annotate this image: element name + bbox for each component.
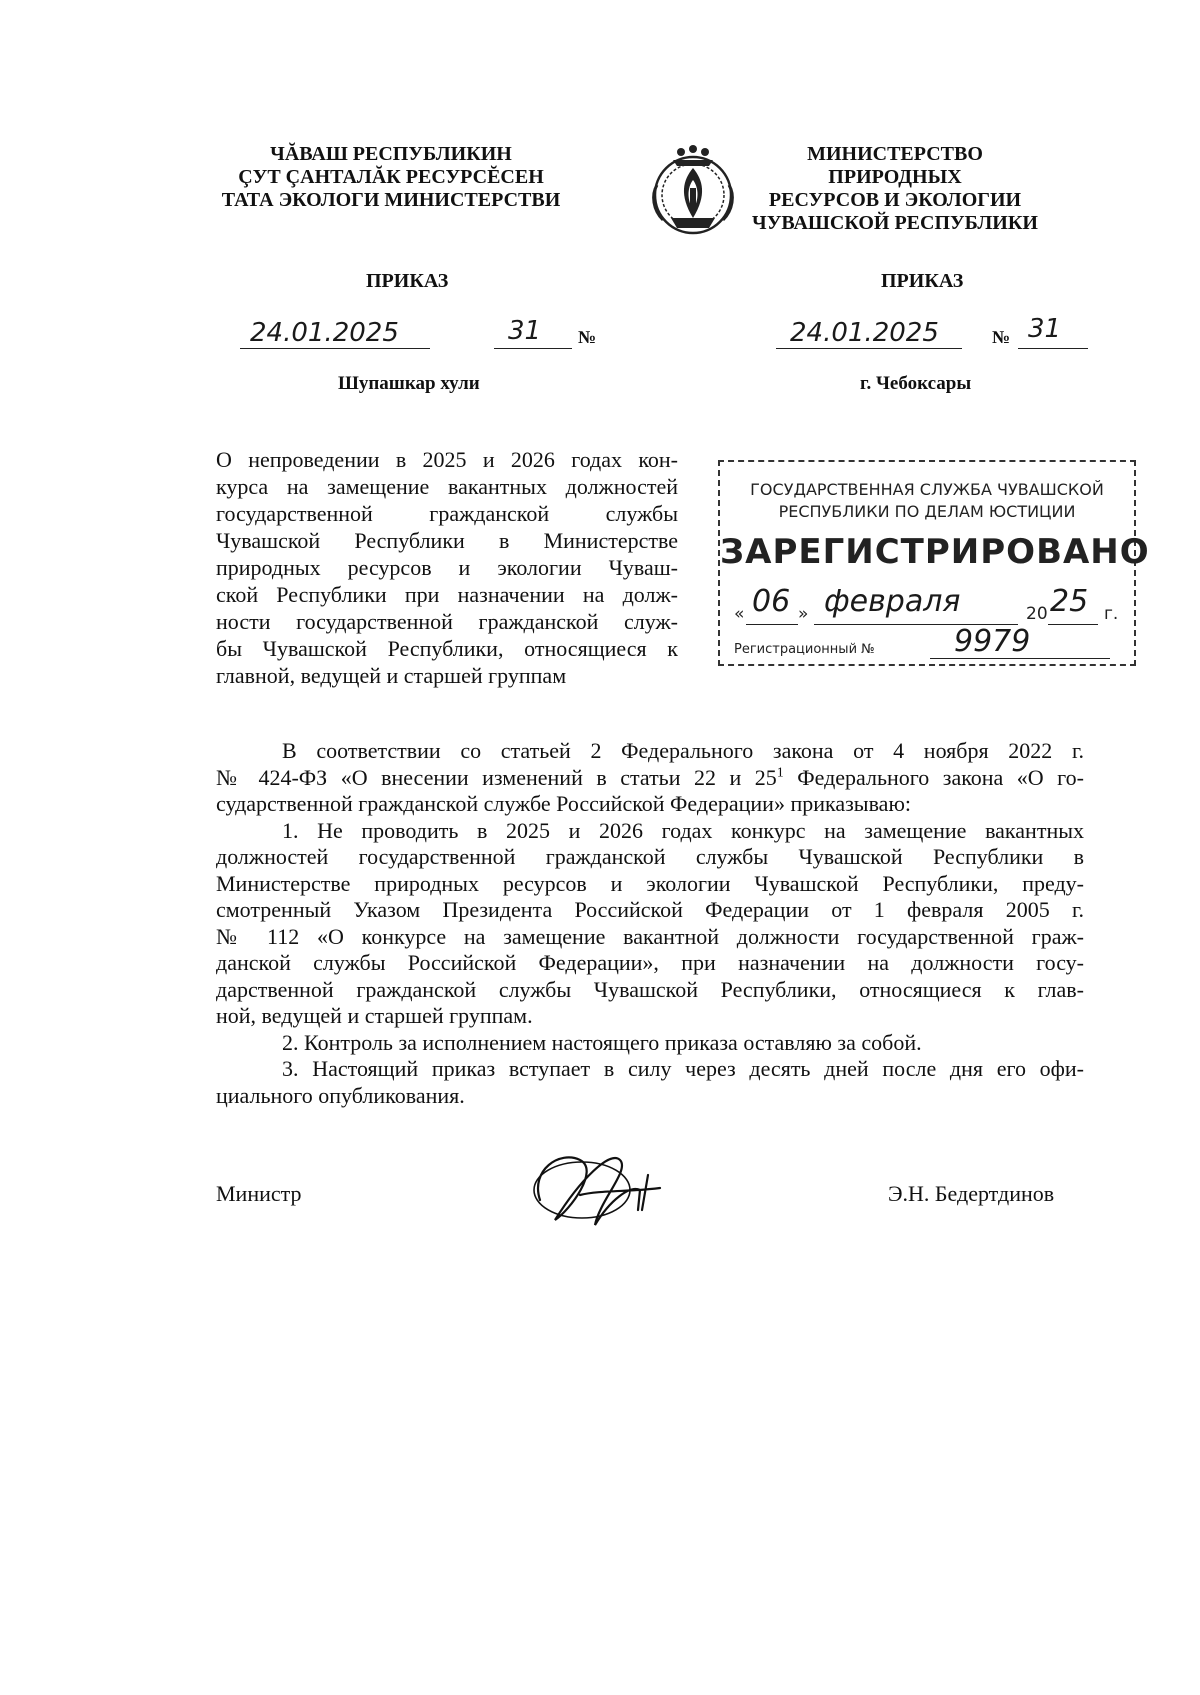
stamp-reg-underline	[930, 658, 1110, 659]
order-number-right: 31	[1028, 314, 1062, 344]
item1-line: Министерстве природных ресурсов и экологии Чувашской Республики, преду-	[216, 870, 1084, 896]
stamp-status: ЗАРЕГИСТРИРОВАНО	[720, 532, 1150, 572]
number-underline-right	[1018, 348, 1088, 349]
body-line: сударственной гражданской службе Российской Федерации» приказываю:	[216, 791, 911, 816]
title-line: курса на замещение вакантных должностей	[216, 474, 678, 499]
signature-icon	[520, 1140, 670, 1240]
stamp-agency-line2: РЕСПУБЛИКИ ПО ДЕЛАМ ЮСТИЦИИ	[778, 502, 1076, 521]
title-line: главной, ведущей и старшей группам	[216, 663, 567, 688]
stamp-agency-line1: ГОСУДАРСТВЕННАЯ СЛУЖБА ЧУВАШСКОЙ	[750, 480, 1104, 499]
order-body	[216, 738, 1084, 1109]
number-sign-left: №	[578, 327, 597, 347]
item2-line: 2. Контроль за исполнением настоящего приказа оставляю за собой.	[282, 1029, 922, 1055]
header-left-chuvash	[218, 143, 564, 212]
header-right-line: ПРИРОДНЫХ	[828, 166, 962, 188]
stamp-registration-row	[734, 624, 1126, 662]
date-underline-right	[776, 348, 962, 349]
title-line: природных ресурсов и экологии Чуваш-	[216, 555, 678, 580]
superscript: 1	[776, 765, 784, 781]
item1-line: данской службы Российской Федерации», при назначении на должности госу-	[216, 950, 1084, 975]
order-date-left: 24.01.2025	[250, 318, 399, 348]
header-right-line: МИНИСТЕРСТВО	[807, 143, 983, 165]
header-right-russian	[700, 143, 1090, 235]
stamp-year-prefix: 20	[1026, 604, 1048, 624]
title-line: ности государственной гражданской служ-	[216, 609, 678, 634]
header-right-line: РЕСУРСОВ И ЭКОЛОГИИ	[768, 189, 1022, 211]
stamp-reg-label: Регистрационный №	[734, 642, 875, 657]
stamp-day-underline	[746, 624, 798, 625]
item3-line: циального опубликования.	[216, 1082, 465, 1108]
title-line: государственной гражданской службы	[216, 501, 678, 526]
registration-stamp	[718, 460, 1150, 666]
number-sign-right: №	[992, 327, 1011, 347]
stamp-open-quote: «	[734, 604, 745, 624]
stamp-year-suffix: 25	[1050, 584, 1089, 619]
item1-line: 1. Не проводить в 2025 и 2026 годах конкурс на замещение вакантных	[282, 817, 1084, 843]
stamp-date-row	[734, 584, 1126, 630]
item1-line: дарственной гражданской службы Чувашской Республики, относящиеся к глав-	[216, 976, 1084, 1002]
body-line	[216, 765, 1084, 792]
item1-line: смотренный Указом Президента Российской Федерации от 1 февраля 2005 г.	[216, 897, 1084, 922]
header-left-line: ТАТА ЭКОЛОГИ МИНИСТЕРСТВИ	[221, 189, 561, 211]
order-title	[216, 446, 678, 689]
city-left: Шупашкар хули	[338, 373, 480, 394]
order-label-left: ПРИКАЗ	[366, 270, 449, 292]
city-right: г. Чебоксары	[860, 373, 972, 394]
signer-title: Министр	[216, 1181, 302, 1206]
item1-line: ной, ведущей и старшей группам.	[216, 1003, 533, 1028]
stamp-year-underline	[1048, 624, 1098, 625]
item1-line: № 112 «О конкурсе на замещение вакантной должности государственной граж-	[216, 923, 1084, 949]
body-line-part: Федерального закона «О го-	[783, 764, 1084, 790]
stamp-year-unit: г.	[1104, 604, 1119, 624]
header-left-line: ЧĂВАШ РЕСПУБЛИКИН	[270, 143, 512, 165]
stamp-reg-number: 9979	[954, 624, 1031, 659]
title-line: бы Чувашской Республики, относящиеся к	[216, 636, 678, 661]
number-underline-left	[494, 348, 572, 349]
stamp-month: февраля	[824, 584, 961, 619]
stamp-day: 06	[752, 584, 791, 619]
body-line-part: № 424-ФЗ «О внесении изменений в статьи 22 и 25	[216, 764, 777, 790]
date-underline-left	[240, 348, 430, 349]
title-line: Чувашской Республики в Министерстве	[216, 528, 678, 553]
body-line: В соответствии со статьей 2 Федерального закона от 4 ноября 2022 г.	[282, 738, 1084, 763]
header-right-line: ЧУВАШСКОЙ РЕСПУБЛИКИ	[752, 212, 1038, 234]
title-line: ской Республики при назначении на долж-	[216, 582, 678, 607]
title-line: О непроведении в 2025 и 2026 годах кон-	[216, 447, 678, 472]
signer-name: Э.Н. Бедертдинов	[888, 1181, 1055, 1206]
stamp-close-quote: »	[798, 604, 809, 624]
order-date-right: 24.01.2025	[790, 318, 939, 348]
item3-line: 3. Настоящий приказ вступает в силу через десять дней после дня его офи-	[282, 1056, 1084, 1081]
header-left-line: ÇУТ ÇАНТАЛĂК РЕСУРСĔСЕН	[238, 166, 544, 188]
item1-line: должностей государственной гражданской службы Чувашской Республики в	[216, 844, 1084, 869]
order-number-left: 31	[508, 316, 542, 346]
order-label-right: ПРИКАЗ	[881, 270, 964, 292]
